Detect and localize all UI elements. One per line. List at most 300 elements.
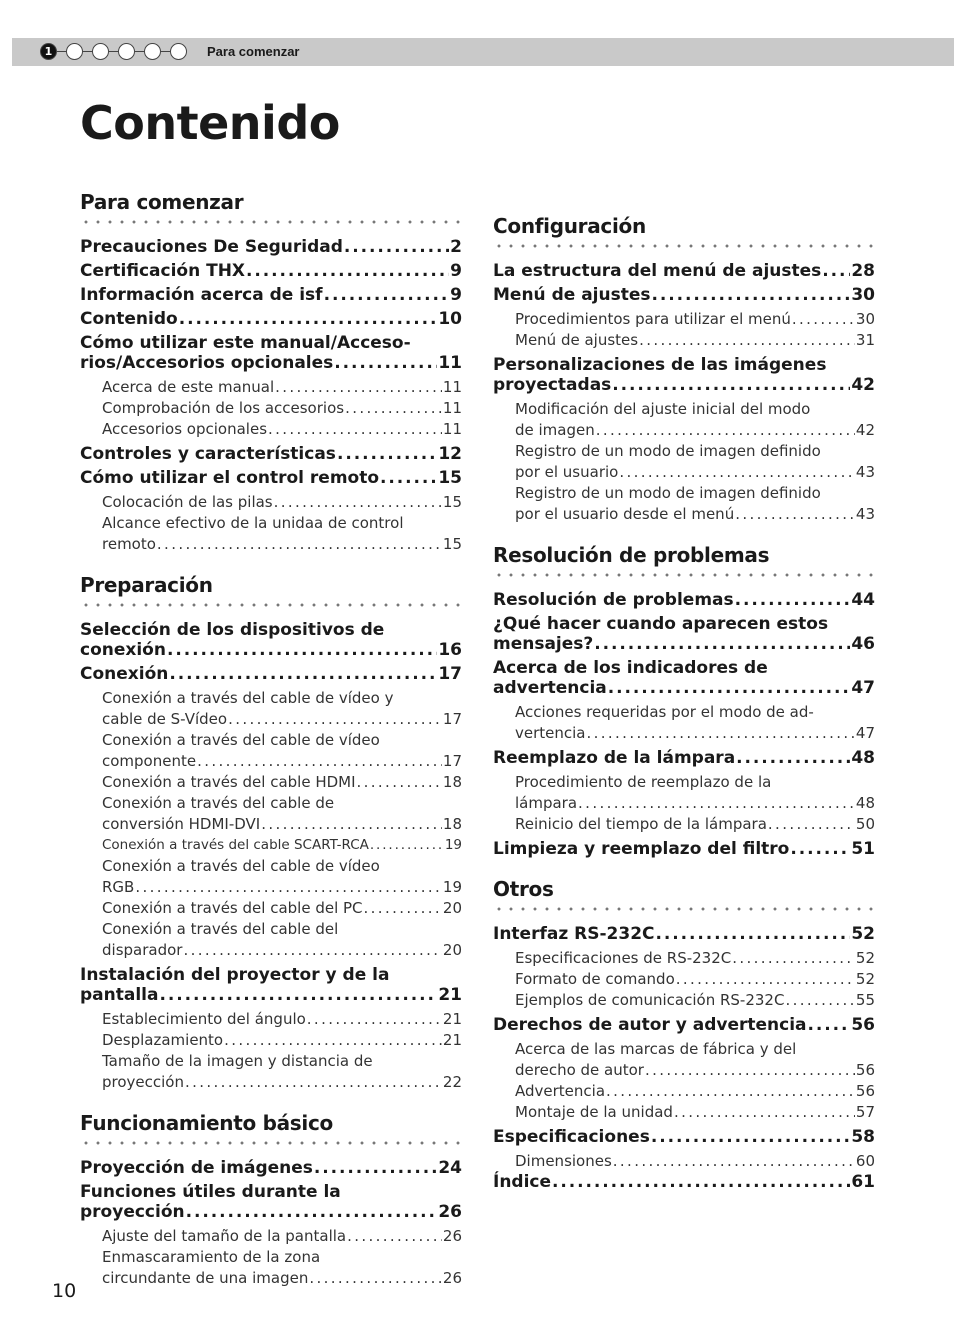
entry-title: por el usuario (515, 463, 619, 481)
entry-row (493, 375, 875, 395)
dotted-divider (493, 906, 875, 912)
section-heading: Funcionamiento básico (80, 1111, 333, 1135)
entry-row (515, 948, 875, 969)
entry-title: Precauciones De Seguridad (80, 237, 343, 257)
entry-row (493, 678, 875, 698)
toc-section (493, 214, 875, 525)
entry-title: Interfaz RS-232C (493, 924, 655, 944)
entry-title: Certificación THX (80, 261, 246, 281)
entry-row (493, 1127, 875, 1147)
page-ref: 11 (442, 378, 462, 396)
toc-section (493, 877, 875, 1192)
entry-row (515, 1102, 875, 1123)
page-ref: 56 (851, 1015, 875, 1035)
entry-title: Desplazamiento (102, 1031, 224, 1049)
page-ref: 21 (442, 1031, 462, 1049)
entry-text-line: Conexión a través del cable de vídeo y (102, 689, 394, 707)
toc-entry[interactable] (493, 1015, 875, 1035)
toc-subentry[interactable] (515, 1081, 875, 1102)
entry-row (80, 309, 462, 329)
entry-row (515, 504, 875, 525)
toc-entry[interactable] (80, 333, 462, 373)
page-ref: 47 (851, 678, 875, 698)
entry-row (493, 924, 875, 944)
toc-subentry[interactable] (515, 330, 875, 351)
dot-leader (768, 814, 855, 835)
page-ref: 43 (855, 463, 875, 481)
entry-title: disparador (102, 941, 183, 959)
section-heading: Otros (493, 877, 554, 901)
toc-subentry[interactable] (515, 483, 875, 525)
page-ref: 11 (442, 399, 462, 417)
toc-entry[interactable] (80, 965, 462, 1005)
toc-entry[interactable] (80, 237, 462, 257)
dot-leader (183, 940, 441, 961)
toc-entry[interactable] (493, 748, 875, 768)
entry-text-line: Tamaño de la imagen y distancia de (102, 1052, 373, 1070)
page-ref: 12 (438, 444, 462, 464)
page-ref: 15 (442, 493, 462, 511)
entry-row (493, 285, 875, 305)
entry-title: Conexión a través del cable del PC (102, 899, 363, 917)
entry-row (102, 1072, 462, 1093)
dot-leader (324, 285, 450, 305)
toc-section (80, 1111, 462, 1289)
entry-title: Advertencia (515, 1082, 606, 1100)
entry-row (102, 534, 462, 555)
toc-subentry[interactable] (102, 1247, 462, 1289)
toc-entry[interactable] (493, 285, 875, 305)
toc-entry[interactable] (493, 839, 875, 859)
toc-subentry[interactable] (515, 309, 875, 330)
entry-row (102, 751, 462, 772)
entry-row (102, 814, 462, 835)
entry-title: Procedimientos para utilizar el menú (515, 310, 791, 328)
entry-row (493, 590, 875, 610)
page-ref: 42 (855, 421, 875, 439)
entry-text-line: Acerca de las marcas de fábrica y del (515, 1040, 797, 1058)
toc-entry[interactable] (80, 285, 462, 305)
dot-leader (792, 309, 855, 330)
entry-row (493, 1015, 875, 1035)
entry-text-line: Selección de los dispositivos de (80, 620, 385, 640)
page-ref: 43 (855, 505, 875, 523)
entry-title: Índice (493, 1172, 552, 1192)
entry-row (80, 237, 462, 257)
dot-leader (735, 504, 855, 525)
toc-subentry[interactable] (102, 419, 462, 440)
entry-text-line: Conexión a través del cable de (102, 794, 335, 812)
toc-entry[interactable] (80, 261, 462, 281)
dotted-divider (493, 572, 875, 578)
dot-leader (651, 1127, 851, 1147)
entry-row (493, 748, 875, 768)
page-ref: 52 (851, 924, 875, 944)
entry-row (80, 985, 462, 1005)
page-ref: 56 (855, 1061, 875, 1079)
entry-text-line: Personalizaciones de las imágenes (493, 355, 827, 375)
dot-leader (674, 1102, 855, 1123)
toc-subentry[interactable] (102, 919, 462, 961)
entry-row (515, 420, 875, 441)
toc-subentry[interactable] (515, 441, 875, 483)
toc-entry[interactable] (493, 1127, 875, 1147)
dot-leader (552, 1172, 850, 1192)
page-number: 10 (52, 1280, 77, 1302)
dotted-divider (80, 219, 462, 225)
entry-title: Formato de comando (515, 970, 675, 988)
entry-title: Proyección de imágenes (80, 1158, 313, 1178)
page-ref: 17 (438, 664, 462, 684)
entry-row (102, 1268, 462, 1289)
entry-row (102, 940, 462, 961)
page-ref: 30 (851, 285, 875, 305)
entry-title: componente (102, 752, 197, 770)
entry-title: Menú de ajustes (493, 285, 651, 305)
toc-subentry[interactable] (102, 856, 462, 898)
dot-leader (345, 398, 442, 419)
dot-leader (619, 462, 855, 483)
page-ref: 28 (851, 261, 875, 281)
entry-row (102, 709, 462, 730)
entry-row (515, 462, 875, 483)
entry-row (515, 1081, 875, 1102)
dot-leader (606, 1081, 855, 1102)
dot-leader (612, 375, 850, 395)
entry-row (493, 1172, 875, 1192)
dot-leader (639, 330, 855, 351)
entry-row (80, 1158, 462, 1178)
page-ref: 26 (442, 1269, 462, 1287)
entry-title: Dimensiones (515, 1152, 612, 1170)
entry-title: Acerca de este manual (102, 378, 275, 396)
entry-row (80, 285, 462, 305)
dot-leader (179, 309, 438, 329)
page-ref: 58 (851, 1127, 875, 1147)
toc-subentry[interactable] (515, 814, 875, 835)
chapter-5-marker (144, 43, 161, 60)
entry-row (102, 772, 462, 793)
dot-leader (169, 664, 437, 684)
toc-subentry[interactable] (515, 1151, 875, 1172)
dot-leader (157, 534, 442, 555)
entry-text-line: ¿Qué hacer cuando aparecen estos (493, 614, 829, 634)
page-ref: 18 (442, 773, 462, 791)
entry-row (515, 990, 875, 1011)
toc-subentry[interactable] (515, 1039, 875, 1081)
entry-text-line: Funciones útiles durante la (80, 1182, 341, 1202)
page-ref: 9 (450, 261, 462, 281)
dot-leader (732, 948, 855, 969)
entry-text-line: Acerca de los indicadores de (493, 658, 768, 678)
entry-row (102, 1009, 462, 1030)
entry-row (80, 1202, 462, 1222)
entry-title: Contenido (80, 309, 178, 329)
dot-leader (785, 990, 854, 1011)
dot-leader (808, 1015, 851, 1035)
entry-title: Resolución de problemas (493, 590, 734, 610)
entry-row (80, 640, 462, 660)
page-ref: 30 (855, 310, 875, 328)
dot-leader (261, 814, 442, 835)
toc-entry[interactable] (493, 658, 875, 698)
page-ref: 19 (442, 878, 462, 896)
page-ref: 31 (855, 331, 875, 349)
page-ref: 17 (442, 710, 462, 728)
toc-subentry[interactable] (515, 969, 875, 990)
entry-title: Accesorios opcionales (102, 420, 268, 438)
entry-row (102, 877, 462, 898)
page-ref: 51 (851, 839, 875, 859)
dot-leader (185, 1072, 442, 1093)
dot-leader (228, 709, 442, 730)
chapter-1-marker: 1 (40, 43, 57, 60)
toc-entry[interactable] (493, 924, 875, 944)
dot-leader (159, 985, 437, 1005)
toc-entry[interactable] (80, 444, 462, 464)
dotted-divider (80, 1140, 462, 1146)
dot-leader (676, 969, 855, 990)
dot-leader (651, 285, 850, 305)
entry-title: lámpara (515, 794, 578, 812)
page-ref: 20 (442, 941, 462, 959)
page-ref: 11 (438, 353, 462, 373)
dot-leader (735, 590, 851, 610)
toc-subentry[interactable] (515, 1102, 875, 1123)
entry-row (493, 839, 875, 859)
dot-leader (186, 1202, 438, 1222)
toc-section (493, 543, 875, 859)
dot-leader (380, 468, 437, 488)
toc-subentry[interactable] (102, 377, 462, 398)
dot-leader (357, 772, 442, 793)
section-heading: Para comenzar (80, 190, 244, 214)
page-ref: 26 (442, 1227, 462, 1245)
entry-row (102, 492, 462, 513)
page-ref: 47 (855, 724, 875, 742)
entry-title: Conexión (80, 664, 169, 684)
toc-entry[interactable] (493, 1172, 875, 1192)
dot-leader (822, 261, 850, 281)
dot-leader (309, 1268, 442, 1289)
entry-title: conexión (80, 640, 166, 660)
dot-leader (596, 420, 855, 441)
entry-title: remoto (102, 535, 156, 553)
entry-row (80, 444, 462, 464)
toc-subentry[interactable] (102, 492, 462, 513)
page-ref: 15 (438, 468, 462, 488)
section-heading: Configuración (493, 214, 646, 238)
dot-leader (645, 1060, 855, 1081)
page-ref: 26 (438, 1202, 462, 1222)
page-ref: 55 (855, 991, 875, 1009)
entry-title: pantalla (80, 985, 159, 1005)
toc-subentry[interactable] (515, 948, 875, 969)
entry-title: Ajuste del tamaño de la pantalla (102, 1227, 347, 1245)
chapter-4-marker (118, 43, 135, 60)
toc-entry[interactable] (493, 355, 875, 395)
toc-subentry[interactable] (102, 1051, 462, 1093)
entry-title: rios/Accesorios opcionales (80, 353, 334, 373)
toc-subentry[interactable] (102, 513, 462, 555)
toc-entry[interactable] (493, 614, 875, 654)
entry-row (80, 353, 462, 373)
entry-title: cable de S-Vídeo (102, 710, 228, 728)
page-ref: 46 (851, 634, 875, 654)
toc-entry[interactable] (80, 468, 462, 488)
page-ref: 61 (851, 1172, 875, 1192)
dot-leader (656, 924, 851, 944)
dot-leader (613, 1151, 855, 1172)
entry-text-line: Acciones requeridas por el modo de ad- (515, 703, 814, 721)
entry-title: por el usuario desde el menú (515, 505, 735, 523)
dot-leader (314, 1158, 437, 1178)
entry-row (102, 898, 462, 919)
dot-leader (337, 444, 437, 464)
dot-leader (197, 751, 442, 772)
page-ref: 44 (851, 590, 875, 610)
page-ref: 19 (444, 837, 462, 853)
entry-text-line: Procedimiento de reemplazo de la (515, 773, 772, 791)
section-heading: Resolución de problemas (493, 543, 770, 567)
toc-subentry[interactable] (515, 990, 875, 1011)
dot-leader (246, 261, 449, 281)
entry-row (515, 309, 875, 330)
toc-left-column (80, 190, 462, 1307)
page-ref: 52 (855, 949, 875, 967)
page-ref: 9 (450, 285, 462, 305)
page-ref: 15 (442, 535, 462, 553)
entry-row (515, 793, 875, 814)
entry-text-line: Conexión a través del cable de vídeo (102, 731, 380, 749)
dot-leader (274, 492, 442, 513)
entry-row (515, 814, 875, 835)
entry-title: vertencia (515, 724, 586, 742)
entry-title: proyección (102, 1073, 184, 1091)
entry-title: de imagen (515, 421, 595, 439)
entry-title: Colocación de las pilas (102, 493, 273, 511)
entry-title: circundante de una imagen (102, 1269, 309, 1287)
dot-leader (608, 678, 851, 698)
entry-title: Establecimiento del ángulo (102, 1010, 306, 1028)
toc-subentry[interactable] (102, 730, 462, 772)
page-ref: 50 (855, 815, 875, 833)
toc-entry[interactable] (493, 590, 875, 610)
entry-title: Derechos de autor y advertencia (493, 1015, 807, 1035)
toc-subentry[interactable] (515, 399, 875, 441)
toc-subentry[interactable] (102, 688, 462, 730)
dot-leader (578, 793, 855, 814)
entry-title: mensajes? (493, 634, 594, 654)
toc-section (80, 573, 462, 1093)
entry-row (80, 261, 462, 281)
entry-text-line: Conexión a través del cable de vídeo (102, 857, 380, 875)
toc-entry[interactable] (493, 261, 875, 281)
page-ref: 16 (438, 640, 462, 660)
toc-entry[interactable] (80, 620, 462, 660)
dot-leader (275, 377, 442, 398)
entry-title: conversión HDMI-DVI (102, 815, 261, 833)
entry-title: Menú de ajustes (515, 331, 639, 349)
page-ref: 57 (855, 1103, 875, 1121)
entry-title: Ejemplos de comunicación RS-232C (515, 991, 785, 1009)
toc-entry[interactable] (80, 1158, 462, 1178)
toc-entry[interactable] (80, 1182, 462, 1222)
entry-title: advertencia (493, 678, 607, 698)
entry-title: Controles y características (80, 444, 336, 464)
entry-title: La estructura del menú de ajustes (493, 261, 822, 281)
page-ref: 2 (450, 237, 462, 257)
entry-title: Especificaciones de RS-232C (515, 949, 732, 967)
chapter-2-marker (66, 43, 83, 60)
page-title: Contenido (80, 96, 340, 150)
entry-title: Cómo utilizar el control remoto (80, 468, 380, 488)
entry-row (102, 835, 462, 856)
toc-entry[interactable] (80, 664, 462, 684)
dot-leader (334, 353, 437, 373)
page-ref: 60 (855, 1152, 875, 1170)
toc-subentry[interactable] (515, 772, 875, 814)
entry-title: Especificaciones (493, 1127, 650, 1147)
entry-title: RGB (102, 878, 135, 896)
page-ref: 21 (442, 1010, 462, 1028)
page-ref: 21 (438, 985, 462, 1005)
toc-subentry[interactable] (102, 898, 462, 919)
entry-row (515, 330, 875, 351)
dotted-divider (493, 243, 875, 249)
entry-text-line: Registro de un modo de imagen definido (515, 484, 821, 502)
entry-text-line: Registro de un modo de imagen definido (515, 442, 821, 460)
entry-text-line: Enmascaramiento de la zona (102, 1248, 321, 1266)
toc-subentry[interactable] (102, 1226, 462, 1247)
toc-subentry[interactable] (102, 1030, 462, 1051)
toc-subentry[interactable] (102, 793, 462, 835)
page-ref: 42 (851, 375, 875, 395)
entry-title: Información acerca de isf (80, 285, 323, 305)
dot-leader (224, 1030, 442, 1051)
entry-text-line: Alcance efectivo de la unidaa de control (102, 514, 404, 532)
page-ref: 24 (438, 1158, 462, 1178)
dot-leader (135, 877, 442, 898)
entry-row (102, 377, 462, 398)
entry-text-line: Instalación del proyector y de la (80, 965, 390, 985)
entry-title: Conexión a través del cable HDMI (102, 773, 356, 791)
entry-row (493, 261, 875, 281)
entry-title: Comprobación de los accesorios (102, 399, 345, 417)
entry-text-line: Modificación del ajuste inicial del modo (515, 400, 811, 418)
chapter-6-marker (170, 43, 187, 60)
toc-subentry[interactable] (515, 702, 875, 744)
entry-row (102, 398, 462, 419)
entry-title: Conexión a través del cable SCART-RCA (102, 837, 369, 853)
entry-title: Reinicio del tiempo de la lámpara (515, 815, 767, 833)
dot-leader (370, 835, 444, 856)
dot-leader (364, 898, 442, 919)
toc-section (80, 190, 462, 555)
toc-subentry[interactable] (102, 398, 462, 419)
toc-entry[interactable] (80, 309, 462, 329)
entry-row (515, 723, 875, 744)
dot-leader (736, 748, 850, 768)
chapter-3-marker (92, 43, 109, 60)
entry-title: derecho de autor (515, 1061, 644, 1079)
toc-subentry[interactable] (102, 772, 462, 793)
entry-title: Limpieza y reemplazo del filtro (493, 839, 790, 859)
toc-subentry[interactable] (102, 835, 462, 856)
dot-leader (268, 419, 442, 440)
toc-subentry[interactable] (102, 1009, 462, 1030)
chapter-progress-indicator (40, 43, 187, 60)
